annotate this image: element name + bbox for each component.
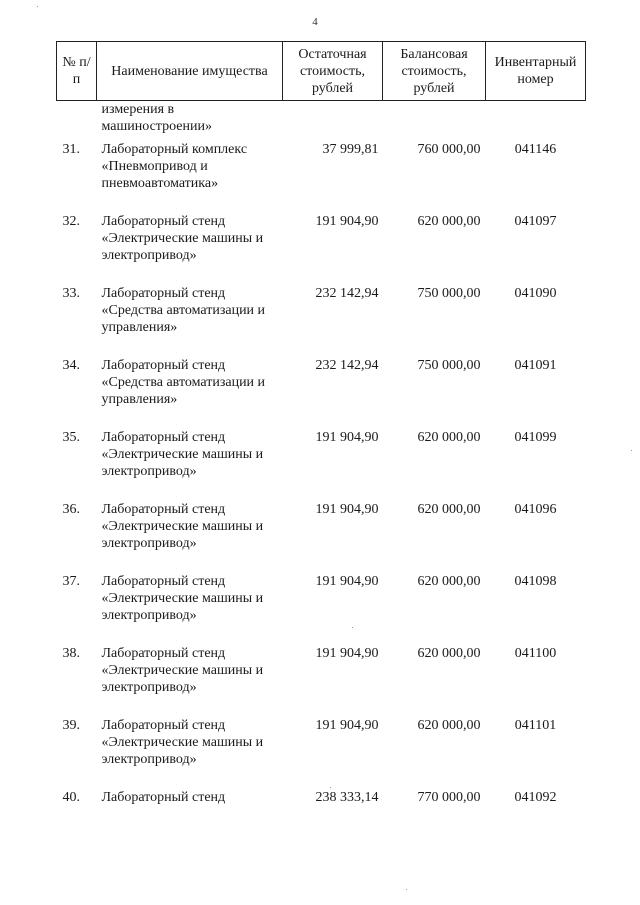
property-table <box>56 41 586 807</box>
row-number: 36. <box>62 502 80 517</box>
scan-speck <box>330 787 331 788</box>
header-name: Наименование имущества <box>97 42 283 101</box>
inventory-number: 041099 <box>514 430 557 445</box>
row-number: 34. <box>62 358 80 373</box>
table-row <box>57 426 586 498</box>
table-row <box>57 354 586 426</box>
residual-value: 191 904,90 <box>315 718 379 733</box>
table-row <box>57 570 586 642</box>
balance-value: 620 000,00 <box>417 574 481 589</box>
balance-value: 620 000,00 <box>417 502 481 517</box>
row-number: 37. <box>62 574 80 589</box>
property-name: Лабораторный стенд «Электрические машины и электропривод» <box>101 430 264 479</box>
balance-value: 620 000,00 <box>417 718 481 733</box>
residual-value: 191 904,90 <box>315 502 379 517</box>
balance-value: 620 000,00 <box>417 646 481 661</box>
table-row <box>57 498 586 570</box>
row-number: 39. <box>62 718 80 733</box>
inventory-number: 041100 <box>514 646 557 661</box>
inventory-number: 041090 <box>514 286 557 301</box>
table-row <box>57 786 586 807</box>
continuation-text: измерения в машиностроении» <box>101 102 212 134</box>
table-header-row <box>57 42 586 101</box>
row-number: 38. <box>62 646 80 661</box>
residual-value: 191 904,90 <box>315 430 379 445</box>
residual-value: 232 142,94 <box>315 358 379 373</box>
inventory-number: 041092 <box>514 790 557 805</box>
row-number: 35. <box>62 430 80 445</box>
table-row <box>57 714 586 786</box>
balance-value: 620 000,00 <box>417 214 481 229</box>
residual-value: 191 904,90 <box>315 646 379 661</box>
header-residual-value: Остаточная стоимость, рублей <box>283 42 383 101</box>
scan-speck <box>631 450 632 451</box>
header-balance-value: Балансовая стоимость, рублей <box>383 42 486 101</box>
header-inventory-number: Инвентарный номер <box>486 42 586 101</box>
residual-value: 37 999,81 <box>322 142 379 157</box>
table-row <box>57 642 586 714</box>
residual-value: 191 904,90 <box>315 214 379 229</box>
inventory-number: 041146 <box>514 142 557 157</box>
scan-speck <box>406 889 407 890</box>
inventory-number: 041098 <box>514 574 557 589</box>
residual-value: 238 333,14 <box>315 790 379 805</box>
scan-speck <box>352 627 353 628</box>
property-name: Лабораторный стенд «Электрические машины и электропривод» <box>101 502 264 551</box>
header-number: № п/п <box>57 42 97 101</box>
row-number: 31. <box>62 142 80 157</box>
property-name: Лабораторный стенд «Электрические машины и электропривод» <box>101 718 264 767</box>
table-row <box>57 138 586 210</box>
page-number: 4 <box>312 16 318 28</box>
row-number: 32. <box>62 214 80 229</box>
balance-value: 750 000,00 <box>417 358 481 373</box>
scan-speck <box>37 6 38 7</box>
table-row <box>57 210 586 282</box>
property-name: Лабораторный стенд «Электрические машины и электропривод» <box>101 214 264 263</box>
table-row <box>57 282 586 354</box>
row-number: 33. <box>62 286 80 301</box>
property-name: Лабораторный стенд «Электрические машины и электропривод» <box>101 646 264 695</box>
row-number: 40. <box>62 790 80 805</box>
balance-value: 760 000,00 <box>417 142 481 157</box>
inventory-number: 041096 <box>514 502 557 517</box>
property-name: Лабораторный стенд «Средства автоматизации и управления» <box>101 286 266 335</box>
balance-value: 770 000,00 <box>417 790 481 805</box>
inventory-number: 041097 <box>514 214 557 229</box>
residual-value: 232 142,94 <box>315 286 379 301</box>
continuation-row <box>57 101 586 139</box>
residual-value: 191 904,90 <box>315 574 379 589</box>
property-name: Лабораторный стенд «Электрические машины и электропривод» <box>101 574 264 623</box>
property-name: Лабораторный стенд «Средства автоматизации и управления» <box>101 358 266 407</box>
inventory-number: 041091 <box>514 358 557 373</box>
property-name: Лабораторный комплекс «Пневмопривод и пневмоавтоматика» <box>101 142 248 191</box>
balance-value: 620 000,00 <box>417 430 481 445</box>
balance-value: 750 000,00 <box>417 286 481 301</box>
inventory-number: 041101 <box>514 718 557 733</box>
property-name: Лабораторный стенд <box>101 790 226 805</box>
